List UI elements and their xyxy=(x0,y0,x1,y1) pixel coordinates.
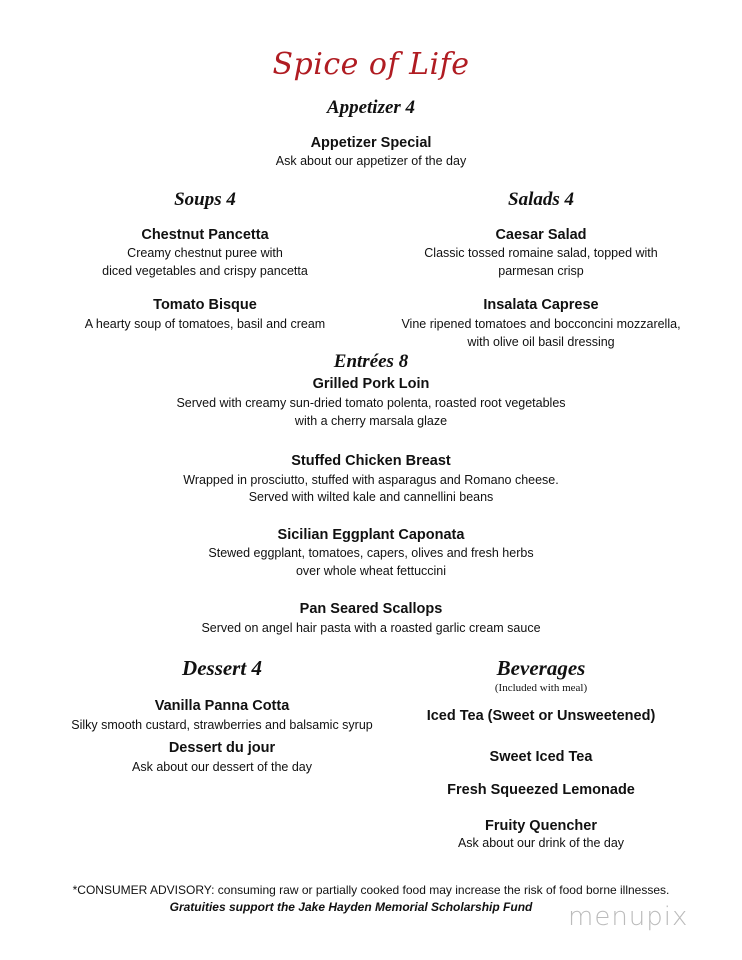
soups-heading: Soups 4 xyxy=(174,189,236,210)
beverages-heading: Beverages xyxy=(496,656,586,680)
menu-item-desc: parmesan crisp xyxy=(498,264,584,278)
menu-item-name: Iced Tea (Sweet or Unsweetened) xyxy=(426,708,656,724)
menu-item-name: Stuffed Chicken Breast xyxy=(291,453,451,469)
menu-item-desc: Classic tossed romaine salad, topped with xyxy=(424,246,658,260)
beverages-note: (Included with meal) xyxy=(494,682,588,694)
menu-item-desc: Silky smooth custard, strawberries and balsamic syrup xyxy=(71,718,373,732)
menu-item-desc: Stewed eggplant, tomatoes, capers, olives and fresh herbs xyxy=(208,546,534,560)
menu-item-name: Chestnut Pancetta xyxy=(141,227,269,243)
menu-item-name: Fruity Quencher xyxy=(485,818,597,834)
menu-item-desc: Served on angel hair pasta with a roasted garlic cream sauce xyxy=(201,621,541,635)
gratuities-note: Gratuities support the Jake Hayden Memorial Scholarship Fund xyxy=(169,900,533,914)
restaurant-title: Spice of Life xyxy=(272,47,470,82)
menu-item-desc: with olive oil basil dressing xyxy=(467,335,615,349)
menu-item-desc: Wrapped in prosciutto, stuffed with asparagus and Romano cheese. xyxy=(183,473,559,487)
menu-item-desc: Served with wilted kale and cannellini beans xyxy=(248,490,494,504)
salads-heading: Salads 4 xyxy=(508,189,574,210)
menu-item-name: Pan Seared Scallops xyxy=(299,601,443,617)
menu-item-name: Tomato Bisque xyxy=(153,297,257,313)
appetizer-heading: Appetizer 4 xyxy=(326,97,416,118)
watermark: menupix xyxy=(568,902,689,932)
menu-item-desc: Ask about our dessert of the day xyxy=(132,760,312,774)
menu-item-desc: Vine ripened tomatoes and bocconcini mozzarella, xyxy=(401,317,681,331)
menu-item-desc: diced vegetables and crispy pancetta xyxy=(102,264,308,278)
consumer-advisory: *CONSUMER ADVISORY: consuming raw or partially cooked food may increase the risk of food borne illnesses. xyxy=(72,883,670,897)
menu-item-name: Appetizer Special xyxy=(310,135,432,151)
menu-item-desc: Creamy chestnut puree with xyxy=(127,246,283,260)
menu-item-desc: Served with creamy sun-dried tomato polenta, roasted root vegetables xyxy=(176,396,566,410)
menu-item-desc: Ask about our appetizer of the day xyxy=(275,154,467,168)
dessert-heading: Dessert 4 xyxy=(182,656,262,680)
menu-item-desc: with a cherry marsala glaze xyxy=(294,414,448,428)
menu-item-name: Sicilian Eggplant Caponata xyxy=(277,527,465,543)
menu-item-name: Dessert du jour xyxy=(168,740,276,756)
menu-item-name: Vanilla Panna Cotta xyxy=(154,698,290,714)
menu-item-name: Sweet Iced Tea xyxy=(489,749,593,765)
menu-item-desc: A hearty soup of tomatoes, basil and cream xyxy=(84,317,326,331)
menu-item-name: Insalata Caprese xyxy=(483,297,599,313)
menu-item-desc: Ask about our drink of the day xyxy=(457,836,625,850)
menu-item-name: Fresh Squeezed Lemonade xyxy=(447,782,635,798)
entrees-heading: Entrées 8 xyxy=(333,351,409,372)
menu-item-name: Grilled Pork Loin xyxy=(312,376,430,392)
menu-item-desc: over whole wheat fettuccini xyxy=(295,564,447,578)
menu-item-name: Caesar Salad xyxy=(495,227,587,243)
